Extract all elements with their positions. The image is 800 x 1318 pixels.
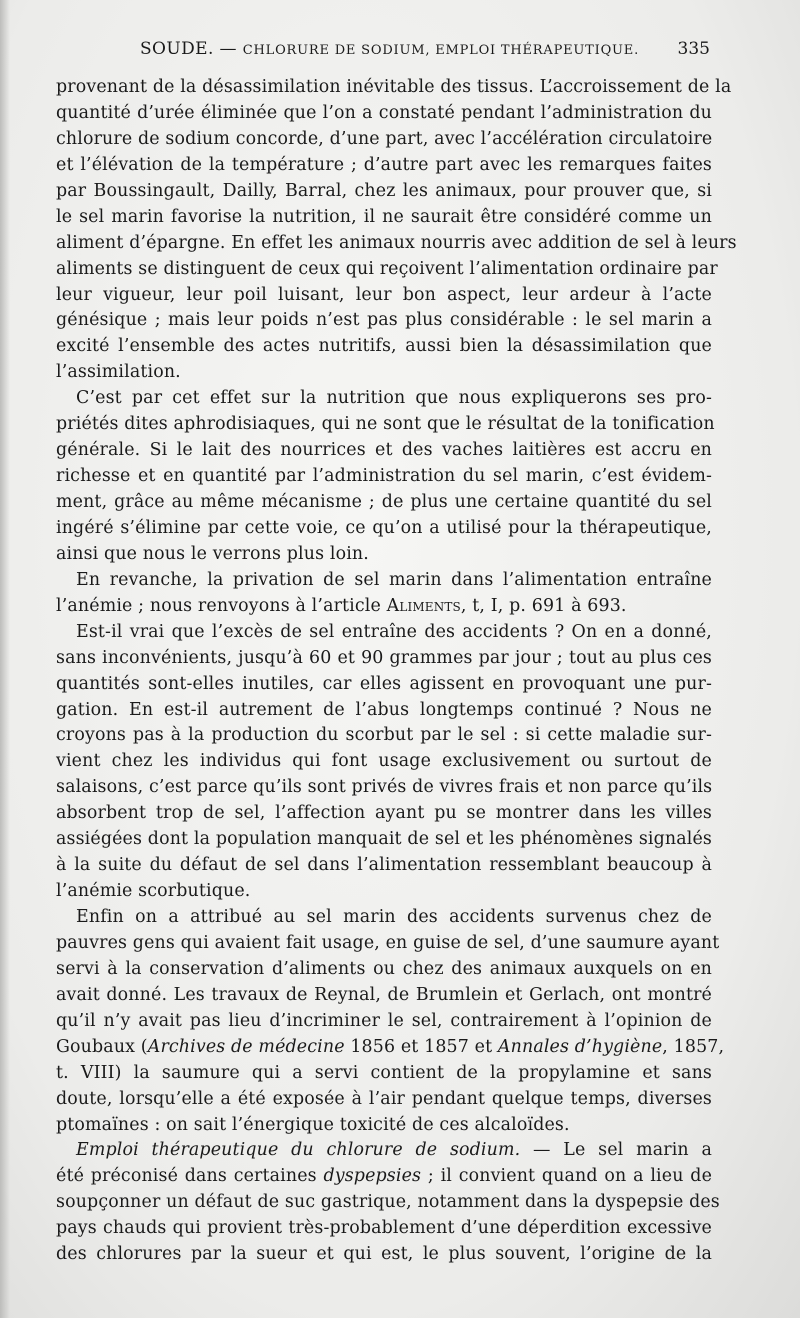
header-title-sub: CHLORURE DE SODIUM, EMPLOI THÉRAPEUTIQUE. [242,43,640,58]
text-line: priétés dites aphrodisiaques, qui ne sont que le résultat de la tonification [56,414,715,435]
body-text [56,75,737,1268]
citation-title: Annales d’hygiène [497,1036,663,1057]
text-line: chlorure de sodium concorde, d’une part, avec l’accélération circulatoire [56,128,713,149]
text-line: En revanche, la privation de sel marin dans l’alimentation entraîne [76,569,712,590]
text-segment: ; il convient quand on a lieu de [421,1166,713,1187]
text-segment: été préconisé dans certaines [56,1166,324,1187]
text-line: excité l’ensemble des actes nutritifs, aussi bien la désassimilation que [56,336,712,357]
text-line: générale. Si le lait des nourrices et des vaches laitières est accru en [56,440,712,461]
header-title-main: SOUDE. — [140,39,237,59]
text-line: absorbent trop de sel, l’affection ayant pu se montrer dans les villes [56,803,712,824]
text-line: aliment d’épargne. En effet les animaux nourris avec addition de sel à leurs [56,232,737,253]
text-line [56,1035,725,1061]
text-line: ingéré s’élimine par cette voie, ce qu’on a utilisé pour la thérapeutique, [56,517,712,538]
text-line: servi à la conservation d’aliments ou chez des animaux auxquels on en [56,958,712,979]
header-title [140,36,639,64]
text-line [56,594,712,620]
text-line: et l’élévation de la température ; d’autre part avec les remarques faites [56,154,712,175]
text-line: des chlorures par la sueur et qui est, le plus souvent, l’origine de la [56,1244,712,1265]
text-line: richesse et en quantité par l’administration du sel marin, c’est évidem- [56,466,712,487]
text-line: pays chauds qui provient très-probablement d’une déperdition excessive [56,1218,712,1239]
text-line: sans inconvénients, jusqu’à 60 et 90 grammes par jour ; tout au plus ces [56,647,712,668]
text-segment: , t, I, p. 691 à 693. [460,595,627,616]
page-edge-shadow [0,0,10,1318]
text-line: pauvres gens qui avaient fait usage, en guise de sel, d’une saumure ayant [56,932,720,953]
text-line: l’assimilation. [56,362,181,383]
text-segment: — Le sel marin a [520,1140,712,1161]
text-line: soupçonner un défaut de suc gastrique, notamment dans la dyspepsie des [56,1192,720,1213]
running-header [140,36,710,62]
text-segment: , 1857, [662,1036,725,1057]
text-line: doute, lorsqu’elle a été exposée à l’air pendant quelque temps, diverses [56,1088,712,1109]
text-line: gation. En est-il autrement de l’abus longtemps continué ? Nous ne [56,699,712,720]
text-line: Est-il vrai que l’excès de sel entraîne des accidents ? On en a donné, [76,621,712,642]
text-line [56,1164,712,1190]
text-line: l’anémie scorbutique. [56,881,251,902]
text-line: quantité d’urée éliminée que l’on a constaté pendant l’administration du [56,102,712,123]
text-line: croyons pas à la production du scorbut par le sel : si cette maladie sur- [56,725,712,746]
page-number: 335 [677,39,710,59]
emphasis-term: dyspepsies [323,1166,422,1187]
text-segment: 1856 et 1857 et [344,1036,498,1057]
text-line: Enfin on a attribué au sel marin des accidents survenus chez de [76,907,712,927]
text-line: provenant de la désassimilation inévitable des tissus. L’accroissement de la [56,77,732,97]
text-line: ment, grâce au même mécanisme ; de plus une certaine quantité du sel [56,492,712,512]
cross-reference: Aliments [386,595,461,616]
text-line: salaisons, c’est parce qu’ils sont privés de vivres frais et non parce qu’ils [56,777,713,798]
text-line: par Boussingault, Dailly, Barral, chez les animaux, pour prouver que, si [56,180,712,201]
citation-title: Archives de médecine [147,1036,345,1057]
text-line: t. VIII) la saumure qui a servi contient de la propylamine et sans [56,1062,712,1083]
text-line: avait donné. Les travaux de Reynal, de Brumlein et Gerlach, ont montré [56,984,712,1005]
text-line: vient chez les individus qui font usage exclusivement ou surtout de [56,751,712,772]
text-line: à la suite du défaut de sel dans l’alimentation ressemblant beaucoup à [56,855,712,876]
text-line: aliments se distinguent de ceux qui reçoivent l’alimentation ordinaire par [56,258,718,279]
text-segment: Goubaux ( [56,1036,148,1057]
text-segment: l’anémie ; nous renvoyons à l’article [56,595,381,616]
text-line: quantités sont-elles inutiles, car elles agissent en provoquant une pur- [56,673,712,694]
text-line: génésique ; mais leur poids n’est pas plus considérable : le sel marin a [56,310,712,331]
text-line [56,1138,712,1164]
text-line: C’est par cet effet sur la nutrition que nous expliquerons ses pro- [76,388,712,409]
text-line: qu’il n’y avait pas lieu d’incriminer le sel, contrairement à l’opinion de [56,1010,712,1031]
text-line: ainsi que nous le verrons plus loin. [56,543,369,564]
section-heading: Emploi thérapeutique du chlorure de sodium. [76,1140,521,1161]
text-line: le sel marin favorise la nutrition, il ne saurait être considéré comme un [56,206,712,227]
text-line: ptomaïnes : on sait l’énergique toxicité de ces alcaloïdes. [56,1114,570,1135]
text-line: assiégées dont la population manquait de sel et les phénomènes signalés [56,829,712,850]
text-line: leur vigueur, leur poil luisant, leur bon aspect, leur ardeur à l’acte [56,284,712,305]
